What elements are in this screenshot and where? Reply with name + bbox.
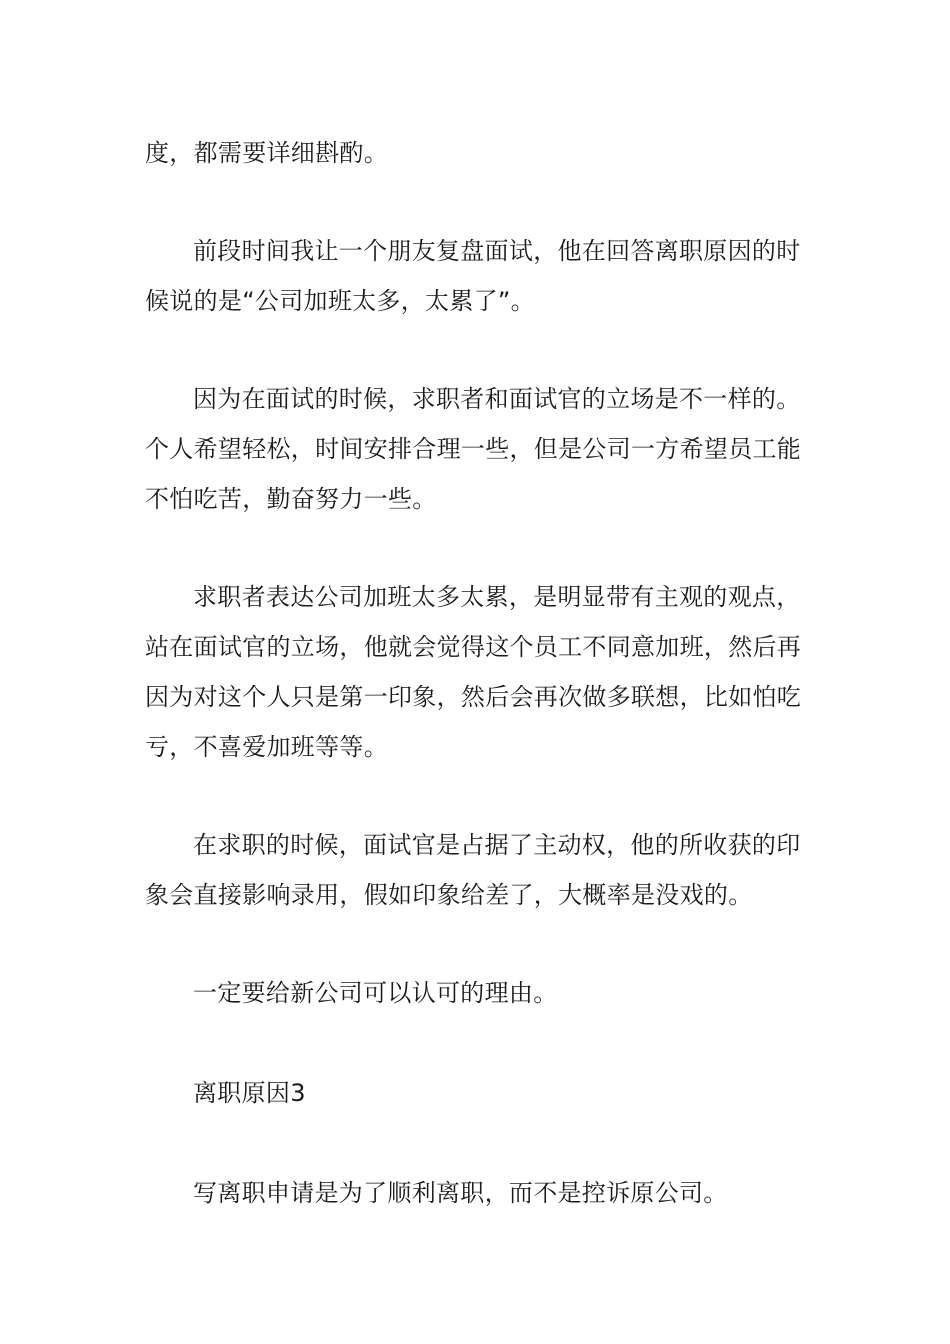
paragraph-line: 候说的是“公司加班太多，太累了”。: [145, 287, 535, 315]
paragraph-line: 亏，不喜爱加班等等。: [145, 733, 388, 761]
paragraph-line: 度，都需要详细斟酌。: [145, 139, 388, 167]
paragraph-line: 前段时间我让一个朋友复盘面试，他在回答离职原因的时: [193, 237, 801, 265]
paragraph-line: 写离职申请是为了顺利离职，而不是控诉原公司。: [193, 1179, 728, 1207]
paragraph-line: 因为对这个人只是第一印象，然后会再次做多联想，比如怕吃: [145, 683, 802, 711]
paragraph-line: 在求职的时候，面试官是占据了主动权，他的所收获的印: [193, 831, 801, 859]
paragraph-line: 求职者表达公司加班太多太累，是明显带有主观的观点，: [193, 583, 801, 611]
paragraph-line: 因为在面试的时候，求职者和面试官的立场是不一样的。: [193, 385, 801, 413]
section-heading: 离职原因3: [193, 1079, 306, 1107]
paragraph-line: 象会直接影响录用，假如印象给差了，大概率是没戏的。: [145, 881, 753, 909]
paragraph-line: 不怕吃苦，勤奋努力一些。: [145, 485, 437, 513]
paragraph-line: 个人希望轻松，时间安排合理一些，但是公司一方希望员工能: [145, 435, 802, 463]
paragraph-line: 一定要给新公司可以认可的理由。: [193, 979, 558, 1007]
paragraph-line: 站在面试官的立场，他就会觉得这个员工不同意加班，然后再: [145, 633, 802, 661]
